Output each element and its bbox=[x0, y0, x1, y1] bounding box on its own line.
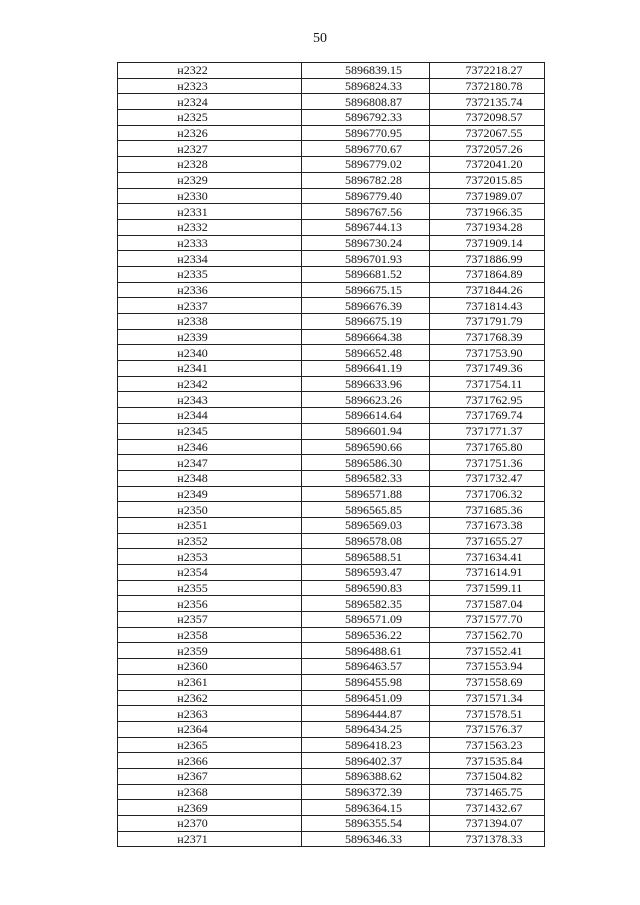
table-row bbox=[118, 125, 545, 141]
x-coordinate-cell: 5896451.09 bbox=[302, 690, 430, 706]
table-row bbox=[118, 502, 545, 518]
y-coordinate-cell: 7371762.95 bbox=[430, 392, 545, 408]
x-coordinate-cell: 5896681.52 bbox=[302, 266, 430, 282]
y-coordinate-cell: 7371749.36 bbox=[430, 361, 545, 377]
table-row bbox=[118, 816, 545, 832]
x-coordinate-cell: 5896571.88 bbox=[302, 486, 430, 502]
y-coordinate-cell: 7371886.99 bbox=[430, 251, 545, 267]
x-coordinate-cell: 5896808.87 bbox=[302, 94, 430, 110]
y-coordinate-cell: 7371771.37 bbox=[430, 423, 545, 439]
table-row bbox=[118, 157, 545, 173]
y-coordinate-cell: 7371768.39 bbox=[430, 329, 545, 345]
x-coordinate-cell: 5896675.19 bbox=[302, 314, 430, 330]
y-coordinate-cell: 7371934.28 bbox=[430, 219, 545, 235]
y-coordinate-cell: 7371706.32 bbox=[430, 486, 545, 502]
point-id-cell: н2370 bbox=[118, 816, 302, 832]
point-id-cell: н2368 bbox=[118, 784, 302, 800]
x-coordinate-cell: 5896593.47 bbox=[302, 565, 430, 581]
x-coordinate-cell: 5896418.23 bbox=[302, 737, 430, 753]
point-id-cell: н2340 bbox=[118, 345, 302, 361]
table-row bbox=[118, 831, 545, 847]
x-coordinate-cell: 5896536.22 bbox=[302, 627, 430, 643]
table-row bbox=[118, 768, 545, 784]
point-id-cell: н2343 bbox=[118, 392, 302, 408]
table-row bbox=[118, 533, 545, 549]
point-id-cell: н2346 bbox=[118, 439, 302, 455]
y-coordinate-cell: 7371553.94 bbox=[430, 659, 545, 675]
x-coordinate-cell: 5896633.96 bbox=[302, 376, 430, 392]
y-coordinate-cell: 7371558.69 bbox=[430, 674, 545, 690]
x-coordinate-cell: 5896364.15 bbox=[302, 800, 430, 816]
table-row bbox=[118, 800, 545, 816]
x-coordinate-cell: 5896744.13 bbox=[302, 219, 430, 235]
table-row bbox=[118, 643, 545, 659]
y-coordinate-cell: 7371465.75 bbox=[430, 784, 545, 800]
point-id-cell: н2359 bbox=[118, 643, 302, 659]
point-id-cell: н2334 bbox=[118, 251, 302, 267]
table-row bbox=[118, 455, 545, 471]
y-coordinate-cell: 7371685.36 bbox=[430, 502, 545, 518]
y-coordinate-cell: 7371535.84 bbox=[430, 753, 545, 769]
table-row bbox=[118, 549, 545, 565]
table-row bbox=[118, 94, 545, 110]
table-row bbox=[118, 266, 545, 282]
y-coordinate-cell: 7371571.34 bbox=[430, 690, 545, 706]
x-coordinate-cell: 5896730.24 bbox=[302, 235, 430, 251]
y-coordinate-cell: 7371552.41 bbox=[430, 643, 545, 659]
point-id-cell: н2355 bbox=[118, 580, 302, 596]
point-id-cell: н2345 bbox=[118, 423, 302, 439]
x-coordinate-cell: 5896641.19 bbox=[302, 361, 430, 377]
table-row bbox=[118, 423, 545, 439]
point-id-cell: н2365 bbox=[118, 737, 302, 753]
table-row bbox=[118, 110, 545, 126]
table-row bbox=[118, 470, 545, 486]
point-id-cell: н2364 bbox=[118, 721, 302, 737]
table-row bbox=[118, 721, 545, 737]
y-coordinate-cell: 7371576.37 bbox=[430, 721, 545, 737]
y-coordinate-cell: 7371394.07 bbox=[430, 816, 545, 832]
point-id-cell: н2351 bbox=[118, 517, 302, 533]
point-id-cell: н2331 bbox=[118, 204, 302, 220]
point-id-cell: н2367 bbox=[118, 768, 302, 784]
x-coordinate-cell: 5896779.40 bbox=[302, 188, 430, 204]
x-coordinate-cell: 5896571.09 bbox=[302, 612, 430, 628]
point-id-cell: н2341 bbox=[118, 361, 302, 377]
table-row bbox=[118, 580, 545, 596]
x-coordinate-cell: 5896434.25 bbox=[302, 721, 430, 737]
y-coordinate-cell: 7371562.70 bbox=[430, 627, 545, 643]
x-coordinate-cell: 5896676.39 bbox=[302, 298, 430, 314]
point-id-cell: н2329 bbox=[118, 172, 302, 188]
point-id-cell: н2347 bbox=[118, 455, 302, 471]
point-id-cell: н2344 bbox=[118, 408, 302, 424]
table-row bbox=[118, 376, 545, 392]
y-coordinate-cell: 7371634.41 bbox=[430, 549, 545, 565]
table-row bbox=[118, 188, 545, 204]
y-coordinate-cell: 7371765.80 bbox=[430, 439, 545, 455]
point-id-cell: н2353 bbox=[118, 549, 302, 565]
table-row bbox=[118, 737, 545, 753]
point-id-cell: н2366 bbox=[118, 753, 302, 769]
y-coordinate-cell: 7372135.74 bbox=[430, 94, 545, 110]
y-coordinate-cell: 7371673.38 bbox=[430, 517, 545, 533]
x-coordinate-cell: 5896463.57 bbox=[302, 659, 430, 675]
table-row bbox=[118, 596, 545, 612]
table-row bbox=[118, 361, 545, 377]
y-coordinate-cell: 7371655.27 bbox=[430, 533, 545, 549]
x-coordinate-cell: 5896346.33 bbox=[302, 831, 430, 847]
x-coordinate-cell: 5896565.85 bbox=[302, 502, 430, 518]
point-id-cell: н2337 bbox=[118, 298, 302, 314]
table-row bbox=[118, 517, 545, 533]
table-row bbox=[118, 408, 545, 424]
table-row bbox=[118, 674, 545, 690]
point-id-cell: н2360 bbox=[118, 659, 302, 675]
point-id-cell: н2350 bbox=[118, 502, 302, 518]
point-id-cell: н2352 bbox=[118, 533, 302, 549]
y-coordinate-cell: 7371732.47 bbox=[430, 470, 545, 486]
x-coordinate-cell: 5896779.02 bbox=[302, 157, 430, 173]
point-id-cell: н2362 bbox=[118, 690, 302, 706]
x-coordinate-cell: 5896675.15 bbox=[302, 282, 430, 298]
x-coordinate-cell: 5896582.33 bbox=[302, 470, 430, 486]
x-coordinate-cell: 5896590.66 bbox=[302, 439, 430, 455]
x-coordinate-cell: 5896782.28 bbox=[302, 172, 430, 188]
table-row bbox=[118, 612, 545, 628]
x-coordinate-cell: 5896444.87 bbox=[302, 706, 430, 722]
x-coordinate-cell: 5896767.56 bbox=[302, 204, 430, 220]
table-row bbox=[118, 690, 545, 706]
point-id-cell: н2356 bbox=[118, 596, 302, 612]
table-row bbox=[118, 345, 545, 361]
table-row bbox=[118, 627, 545, 643]
point-id-cell: н2357 bbox=[118, 612, 302, 628]
point-id-cell: н2361 bbox=[118, 674, 302, 690]
y-coordinate-cell: 7372057.26 bbox=[430, 141, 545, 157]
point-id-cell: н2327 bbox=[118, 141, 302, 157]
coordinates-table-body bbox=[118, 63, 545, 847]
x-coordinate-cell: 5896770.95 bbox=[302, 125, 430, 141]
y-coordinate-cell: 7371599.11 bbox=[430, 580, 545, 596]
y-coordinate-cell: 7371504.82 bbox=[430, 768, 545, 784]
x-coordinate-cell: 5896388.62 bbox=[302, 768, 430, 784]
y-coordinate-cell: 7372041.20 bbox=[430, 157, 545, 173]
y-coordinate-cell: 7372180.78 bbox=[430, 78, 545, 94]
y-coordinate-cell: 7372218.27 bbox=[430, 63, 545, 79]
table-row bbox=[118, 63, 545, 79]
y-coordinate-cell: 7371614.91 bbox=[430, 565, 545, 581]
table-row bbox=[118, 753, 545, 769]
table-row bbox=[118, 314, 545, 330]
table-row bbox=[118, 298, 545, 314]
point-id-cell: н2363 bbox=[118, 706, 302, 722]
y-coordinate-cell: 7371844.26 bbox=[430, 282, 545, 298]
x-coordinate-cell: 5896582.35 bbox=[302, 596, 430, 612]
table-row bbox=[118, 659, 545, 675]
y-coordinate-cell: 7371791.79 bbox=[430, 314, 545, 330]
y-coordinate-cell: 7371751.36 bbox=[430, 455, 545, 471]
point-id-cell: н2354 bbox=[118, 565, 302, 581]
table-row bbox=[118, 392, 545, 408]
point-id-cell: н2323 bbox=[118, 78, 302, 94]
y-coordinate-cell: 7371909.14 bbox=[430, 235, 545, 251]
y-coordinate-cell: 7371753.90 bbox=[430, 345, 545, 361]
point-id-cell: н2371 bbox=[118, 831, 302, 847]
x-coordinate-cell: 5896770.67 bbox=[302, 141, 430, 157]
x-coordinate-cell: 5896402.37 bbox=[302, 753, 430, 769]
point-id-cell: н2335 bbox=[118, 266, 302, 282]
point-id-cell: н2358 bbox=[118, 627, 302, 643]
y-coordinate-cell: 7371864.89 bbox=[430, 266, 545, 282]
table-row bbox=[118, 141, 545, 157]
y-coordinate-cell: 7372015.85 bbox=[430, 172, 545, 188]
y-coordinate-cell: 7371432.67 bbox=[430, 800, 545, 816]
point-id-cell: н2348 bbox=[118, 470, 302, 486]
table-row bbox=[118, 204, 545, 220]
x-coordinate-cell: 5896590.83 bbox=[302, 580, 430, 596]
x-coordinate-cell: 5896614.64 bbox=[302, 408, 430, 424]
x-coordinate-cell: 5896372.39 bbox=[302, 784, 430, 800]
table-row bbox=[118, 565, 545, 581]
x-coordinate-cell: 5896664.38 bbox=[302, 329, 430, 345]
table-row bbox=[118, 235, 545, 251]
y-coordinate-cell: 7371587.04 bbox=[430, 596, 545, 612]
point-id-cell: н2342 bbox=[118, 376, 302, 392]
point-id-cell: н2328 bbox=[118, 157, 302, 173]
y-coordinate-cell: 7372067.55 bbox=[430, 125, 545, 141]
table-row bbox=[118, 784, 545, 800]
point-id-cell: н2332 bbox=[118, 219, 302, 235]
point-id-cell: н2339 bbox=[118, 329, 302, 345]
coordinates-table bbox=[117, 62, 545, 847]
point-id-cell: н2322 bbox=[118, 63, 302, 79]
page-number: 50 bbox=[313, 31, 327, 46]
x-coordinate-cell: 5896588.51 bbox=[302, 549, 430, 565]
table-row bbox=[118, 78, 545, 94]
point-id-cell: н2333 bbox=[118, 235, 302, 251]
y-coordinate-cell: 7371989.07 bbox=[430, 188, 545, 204]
table-row bbox=[118, 219, 545, 235]
point-id-cell: н2326 bbox=[118, 125, 302, 141]
x-coordinate-cell: 5896578.08 bbox=[302, 533, 430, 549]
y-coordinate-cell: 7371814.43 bbox=[430, 298, 545, 314]
x-coordinate-cell: 5896792.33 bbox=[302, 110, 430, 126]
point-id-cell: н2324 bbox=[118, 94, 302, 110]
table-row bbox=[118, 486, 545, 502]
x-coordinate-cell: 5896355.54 bbox=[302, 816, 430, 832]
point-id-cell: н2330 bbox=[118, 188, 302, 204]
y-coordinate-cell: 7371577.70 bbox=[430, 612, 545, 628]
point-id-cell: н2369 bbox=[118, 800, 302, 816]
x-coordinate-cell: 5896623.26 bbox=[302, 392, 430, 408]
x-coordinate-cell: 5896569.03 bbox=[302, 517, 430, 533]
x-coordinate-cell: 5896824.33 bbox=[302, 78, 430, 94]
y-coordinate-cell: 7372098.57 bbox=[430, 110, 545, 126]
y-coordinate-cell: 7371769.74 bbox=[430, 408, 545, 424]
table-row bbox=[118, 282, 545, 298]
y-coordinate-cell: 7371754.11 bbox=[430, 376, 545, 392]
table-row bbox=[118, 706, 545, 722]
table-row bbox=[118, 439, 545, 455]
point-id-cell: н2325 bbox=[118, 110, 302, 126]
table-row bbox=[118, 251, 545, 267]
y-coordinate-cell: 7371966.35 bbox=[430, 204, 545, 220]
point-id-cell: н2349 bbox=[118, 486, 302, 502]
point-id-cell: н2338 bbox=[118, 314, 302, 330]
x-coordinate-cell: 5896455.98 bbox=[302, 674, 430, 690]
x-coordinate-cell: 5896701.93 bbox=[302, 251, 430, 267]
x-coordinate-cell: 5896601.94 bbox=[302, 423, 430, 439]
table-row bbox=[118, 172, 545, 188]
point-id-cell: н2336 bbox=[118, 282, 302, 298]
y-coordinate-cell: 7371578.51 bbox=[430, 706, 545, 722]
table-row bbox=[118, 329, 545, 345]
y-coordinate-cell: 7371563.23 bbox=[430, 737, 545, 753]
y-coordinate-cell: 7371378.33 bbox=[430, 831, 545, 847]
x-coordinate-cell: 5896488.61 bbox=[302, 643, 430, 659]
x-coordinate-cell: 5896586.30 bbox=[302, 455, 430, 471]
x-coordinate-cell: 5896652.48 bbox=[302, 345, 430, 361]
x-coordinate-cell: 5896839.15 bbox=[302, 63, 430, 79]
